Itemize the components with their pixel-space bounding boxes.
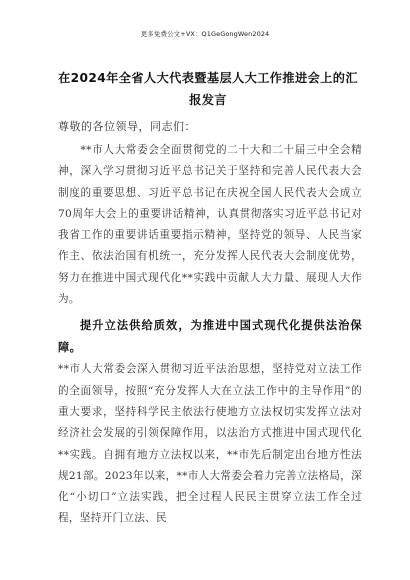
section-paragraph: **市人大常委会深入贯彻习近平法治思想，坚持党对立法工作的全面领导，按照“充分发挥人大在立法工作中的主导作用”的重大要求，坚持科学民主依法行使地方立法权切实发挥立法对经济社会发展的引领保障作用，以法治方式推进中国式现代化**实践。自拥有地方立法权以来，**市先后制定出台地方性法规21部。2023年以来，**市人大常委会着力完善立法格局，深化“小切口”立法实践，把全过程人民民主贯穿立法工作全过程，坚持开门立法、民 (58, 363, 362, 525)
document-body (58, 140, 362, 530)
header-note: 更多免费公文+VX：Q1GeGongWen2024 (140, 30, 270, 38)
section-heading: 提升立法供给质效，为推进中国式现代化提供法治保障。 (58, 319, 362, 355)
intro-paragraph: **市人大常委会全面贯彻党的二十大和二十届三中全会精神，深入学习贯彻习近平总书记关于坚持和完善人民代表大会制度的重要思想、习近平总书记在庆祝全国人民代表大会成立70周年大会上的重要讲话精神，认真贯彻落实习近平总书记对我省工作的重要讲话重要指示精神，坚持党的领导、人民当家作主、依法治国有机统一，充分发挥人民代表大会制度优势，努力在推进中国式现代化**实践中贡献人大力量、展现人大作为。 (58, 144, 362, 306)
salutation: 尊敬的各位领导，同志们： (58, 120, 196, 133)
document-title: 在2024年全省人大代表暨基层人大工作推进会上的汇报发言 (58, 71, 358, 107)
